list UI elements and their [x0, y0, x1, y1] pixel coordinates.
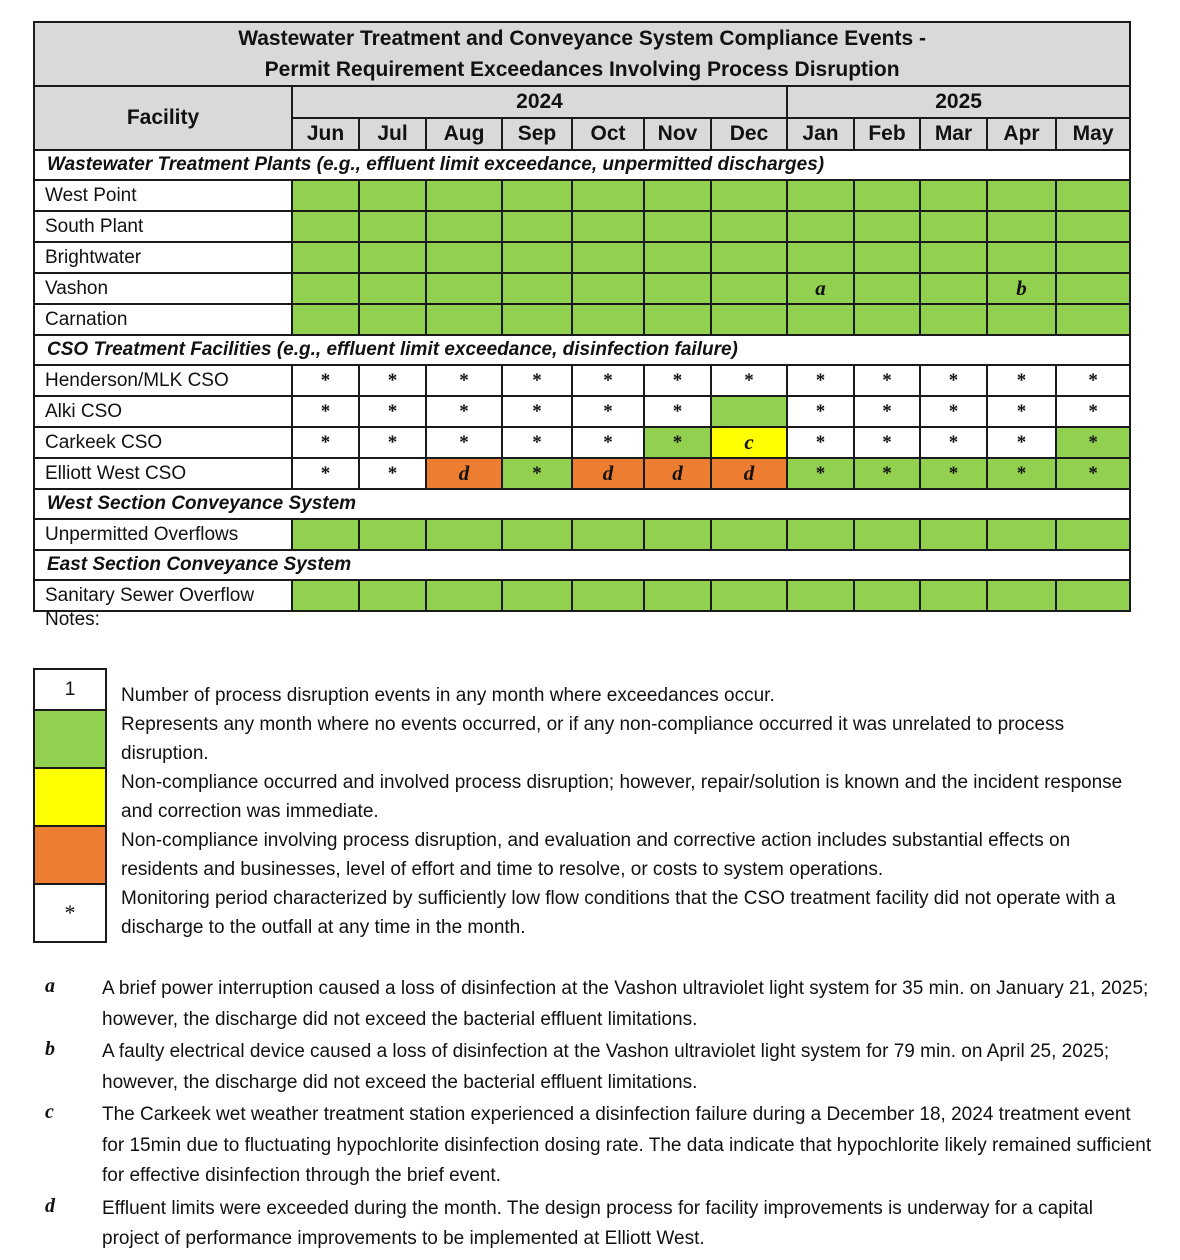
- status-cell: *: [920, 365, 987, 396]
- legend-swatch: [33, 709, 107, 769]
- status-cell: [502, 242, 572, 273]
- legend-swatch: 1: [33, 668, 107, 711]
- footnote-text: A faulty electrical device caused a loss of disinfection at the Vashon ultraviolet light system for 79 min. on April 25, 2025; however, the discharge did not exceed the bacterial effluent limitations.: [102, 1041, 1110, 1093]
- footnote: [45, 1037, 1155, 1098]
- status-cell: [292, 304, 359, 335]
- table-row: [34, 211, 1130, 242]
- status-cell: [644, 580, 711, 611]
- legend-swatch: [33, 825, 107, 885]
- status-cell: [359, 180, 426, 211]
- month-header: Jun: [292, 118, 359, 150]
- status-cell: [292, 519, 359, 550]
- footnote-text: The Carkeek wet weather treatment station experienced a disinfection failure during a December 18, 2024 treatment event for 15min due to fluctuating hypochlorite disinfection dosing rate. The data indicate that hypochlorite likely remained sufficient for effective disinfection through the brief event.: [102, 1104, 1152, 1186]
- status-cell: *: [572, 365, 644, 396]
- status-cell: [987, 304, 1056, 335]
- status-cell: *: [987, 396, 1056, 427]
- status-cell: *: [1056, 427, 1130, 458]
- status-cell: [644, 273, 711, 304]
- footnotes: [45, 974, 1155, 1257]
- table-row: [34, 242, 1130, 273]
- status-cell: [1056, 304, 1130, 335]
- facility-name: South Plant: [34, 211, 292, 242]
- status-cell: *: [787, 458, 854, 489]
- table-row: [34, 396, 1130, 427]
- status-cell: [711, 273, 787, 304]
- status-cell: *: [711, 365, 787, 396]
- footnote: [45, 1100, 1155, 1192]
- legend-text: Number of process disruption events in any month where exceedances occur.: [121, 685, 775, 706]
- status-cell: a: [787, 273, 854, 304]
- table-title: [34, 22, 1130, 86]
- legend-text: Represents any month where no events occurred, or if any non-compliance occurred it was unrelated to process disruption.: [121, 714, 1065, 764]
- table-row: [34, 458, 1130, 489]
- year-header-row: [34, 86, 1130, 118]
- status-cell: [502, 180, 572, 211]
- status-cell: c: [711, 427, 787, 458]
- status-cell: [572, 273, 644, 304]
- status-cell: *: [292, 365, 359, 396]
- month-header: Apr: [987, 118, 1056, 150]
- status-cell: [987, 580, 1056, 611]
- status-cell: [572, 580, 644, 611]
- status-cell: [854, 180, 920, 211]
- footnote-letter: c: [45, 1101, 54, 1123]
- status-cell: [572, 519, 644, 550]
- legend-swatch: *: [33, 883, 107, 943]
- status-cell: [1056, 180, 1130, 211]
- status-cell: [292, 580, 359, 611]
- status-cell: [359, 519, 426, 550]
- status-cell: *: [854, 365, 920, 396]
- month-header: Nov: [644, 118, 711, 150]
- table-row: [34, 580, 1130, 611]
- section-title: West Section Conveyance System: [34, 489, 1130, 519]
- status-cell: [787, 519, 854, 550]
- status-cell: [292, 211, 359, 242]
- status-cell: *: [502, 427, 572, 458]
- status-cell: *: [644, 427, 711, 458]
- title-line-1: Wastewater Treatment and Conveyance System Compliance Events -: [238, 27, 926, 50]
- status-cell: [920, 211, 987, 242]
- status-cell: d: [644, 458, 711, 489]
- status-cell: *: [359, 365, 426, 396]
- status-cell: [572, 211, 644, 242]
- status-cell: [920, 180, 987, 211]
- status-cell: [502, 273, 572, 304]
- status-cell: [426, 273, 502, 304]
- status-cell: [292, 273, 359, 304]
- status-cell: *: [920, 458, 987, 489]
- status-cell: [1056, 580, 1130, 611]
- footnote: [45, 1194, 1155, 1255]
- status-cell: [787, 304, 854, 335]
- section-row: [34, 550, 1130, 580]
- legend-text: Non-compliance involving process disruption, and evaluation and corrective action includes substantial effects on residents and businesses, level of effort and time to resolve, or costs to system operations.: [121, 830, 1071, 880]
- facility-name: Vashon: [34, 273, 292, 304]
- status-cell: *: [987, 365, 1056, 396]
- status-cell: *: [292, 396, 359, 427]
- status-cell: [987, 211, 1056, 242]
- status-cell: [644, 304, 711, 335]
- status-cell: *: [359, 396, 426, 427]
- notes-label: Notes:: [45, 609, 100, 630]
- status-cell: [1056, 242, 1130, 273]
- status-cell: *: [787, 396, 854, 427]
- footnote-text: Effluent limits were exceeded during the month. The design process for facility improvements is underway for a capital project of performance improvements to be implemented at Elliott West.: [102, 1197, 1093, 1249]
- status-cell: *: [787, 427, 854, 458]
- footnote-letter: d: [45, 1194, 55, 1217]
- status-cell: [711, 211, 787, 242]
- status-cell: [987, 242, 1056, 273]
- footnote: [45, 974, 1155, 1035]
- facility-header: Facility: [34, 86, 292, 150]
- status-cell: [854, 273, 920, 304]
- facility-name: Brightwater: [34, 242, 292, 273]
- status-cell: [920, 519, 987, 550]
- status-cell: *: [359, 458, 426, 489]
- section-title: CSO Treatment Facilities (e.g., effluent limit exceedance, disinfection failure): [34, 335, 1130, 365]
- status-cell: d: [711, 458, 787, 489]
- status-cell: *: [987, 458, 1056, 489]
- status-cell: *: [572, 427, 644, 458]
- status-cell: [359, 242, 426, 273]
- year-header: 2025: [787, 86, 1130, 118]
- status-cell: [987, 519, 1056, 550]
- status-cell: [711, 180, 787, 211]
- month-header: Sep: [502, 118, 572, 150]
- status-cell: [711, 242, 787, 273]
- status-cell: [426, 180, 502, 211]
- month-header: Dec: [711, 118, 787, 150]
- section-title: Wastewater Treatment Plants (e.g., effluent limit exceedance, unpermitted discharges): [34, 150, 1130, 180]
- facility-name: Carnation: [34, 304, 292, 335]
- section-row: [34, 150, 1130, 180]
- status-cell: d: [426, 458, 502, 489]
- status-cell: d: [572, 458, 644, 489]
- status-cell: [502, 304, 572, 335]
- status-cell: *: [502, 458, 572, 489]
- status-cell: [426, 580, 502, 611]
- status-cell: [920, 580, 987, 611]
- table-row: [34, 365, 1130, 396]
- status-cell: *: [426, 365, 502, 396]
- facility-name: Elliott West CSO: [34, 458, 292, 489]
- status-cell: *: [292, 427, 359, 458]
- status-cell: [359, 580, 426, 611]
- status-cell: [920, 304, 987, 335]
- compliance-table: [33, 21, 1131, 612]
- table-row: [34, 427, 1130, 458]
- status-cell: [854, 242, 920, 273]
- status-cell: *: [854, 396, 920, 427]
- status-cell: [502, 211, 572, 242]
- status-cell: *: [426, 396, 502, 427]
- month-header: Aug: [426, 118, 502, 150]
- status-cell: b: [987, 273, 1056, 304]
- status-cell: *: [854, 427, 920, 458]
- status-cell: *: [292, 458, 359, 489]
- table-row: [34, 180, 1130, 211]
- status-cell: *: [1056, 458, 1130, 489]
- section-row: [34, 335, 1130, 365]
- table-row: [34, 304, 1130, 335]
- footnote-text: A brief power interruption caused a loss of disinfection at the Vashon ultraviolet light system for 35 min. on January 21, 2025; however, the discharge did not exceed the bacterial effluent limitations.: [102, 978, 1149, 1030]
- status-cell: [572, 304, 644, 335]
- status-cell: [854, 304, 920, 335]
- status-cell: [502, 580, 572, 611]
- status-cell: [854, 211, 920, 242]
- status-cell: [292, 242, 359, 273]
- status-cell: [426, 211, 502, 242]
- status-cell: [426, 519, 502, 550]
- status-cell: *: [502, 365, 572, 396]
- status-cell: [787, 580, 854, 611]
- status-cell: [920, 273, 987, 304]
- title-line-2: Permit Requirement Exceedances Involving Process Disruption: [264, 58, 900, 81]
- status-cell: [854, 580, 920, 611]
- status-cell: [572, 242, 644, 273]
- status-cell: [292, 180, 359, 211]
- status-cell: *: [854, 458, 920, 489]
- footnote-letter: a: [45, 975, 55, 997]
- status-cell: [644, 211, 711, 242]
- year-header: 2024: [292, 86, 787, 118]
- status-cell: *: [987, 427, 1056, 458]
- status-cell: [1056, 519, 1130, 550]
- month-header: May: [1056, 118, 1130, 150]
- status-cell: *: [572, 396, 644, 427]
- status-cell: *: [359, 427, 426, 458]
- footnote-letter: b: [45, 1038, 55, 1060]
- table-body: [34, 150, 1130, 611]
- table-row: [34, 519, 1130, 550]
- section-title: East Section Conveyance System: [34, 550, 1130, 580]
- table-row: [34, 273, 1130, 304]
- status-cell: [787, 242, 854, 273]
- month-header: Jan: [787, 118, 854, 150]
- facility-name: Unpermitted Overflows: [34, 519, 292, 550]
- month-header: Oct: [572, 118, 644, 150]
- status-cell: [711, 580, 787, 611]
- status-cell: [1056, 273, 1130, 304]
- status-cell: [359, 304, 426, 335]
- status-cell: [426, 242, 502, 273]
- status-cell: *: [920, 427, 987, 458]
- facility-name: Carkeek CSO: [34, 427, 292, 458]
- status-cell: [711, 519, 787, 550]
- facility-name: Sanitary Sewer Overflow: [34, 580, 292, 611]
- status-cell: *: [787, 365, 854, 396]
- status-cell: *: [644, 396, 711, 427]
- status-cell: *: [1056, 365, 1130, 396]
- status-cell: [787, 211, 854, 242]
- status-cell: [572, 180, 644, 211]
- status-cell: [359, 273, 426, 304]
- status-cell: *: [426, 427, 502, 458]
- status-cell: [711, 304, 787, 335]
- status-cell: *: [1056, 396, 1130, 427]
- facility-name: Henderson/MLK CSO: [34, 365, 292, 396]
- status-cell: *: [920, 396, 987, 427]
- section-row: [34, 489, 1130, 519]
- facility-name: Alki CSO: [34, 396, 292, 427]
- status-cell: [426, 304, 502, 335]
- status-cell: [644, 519, 711, 550]
- status-cell: [920, 242, 987, 273]
- status-cell: *: [644, 365, 711, 396]
- legend-swatch: [33, 767, 107, 827]
- status-cell: *: [502, 396, 572, 427]
- month-header: Mar: [920, 118, 987, 150]
- month-header: Feb: [854, 118, 920, 150]
- status-cell: [502, 519, 572, 550]
- status-cell: [644, 242, 711, 273]
- status-cell: [359, 211, 426, 242]
- status-cell: [854, 519, 920, 550]
- status-cell: [787, 180, 854, 211]
- legend-text: Monitoring period characterized by sufficiently low flow conditions that the CSO treatment facility did not operate with a discharge to the outfall at any time in the month.: [121, 888, 1116, 938]
- status-cell: [644, 180, 711, 211]
- month-header: Jul: [359, 118, 426, 150]
- legend-text: Non-compliance occurred and involved process disruption; however, repair/solution is known and the incident response and correction was immediate.: [121, 772, 1123, 822]
- facility-name: West Point: [34, 180, 292, 211]
- status-cell: [711, 396, 787, 427]
- status-cell: [987, 180, 1056, 211]
- status-cell: [1056, 211, 1130, 242]
